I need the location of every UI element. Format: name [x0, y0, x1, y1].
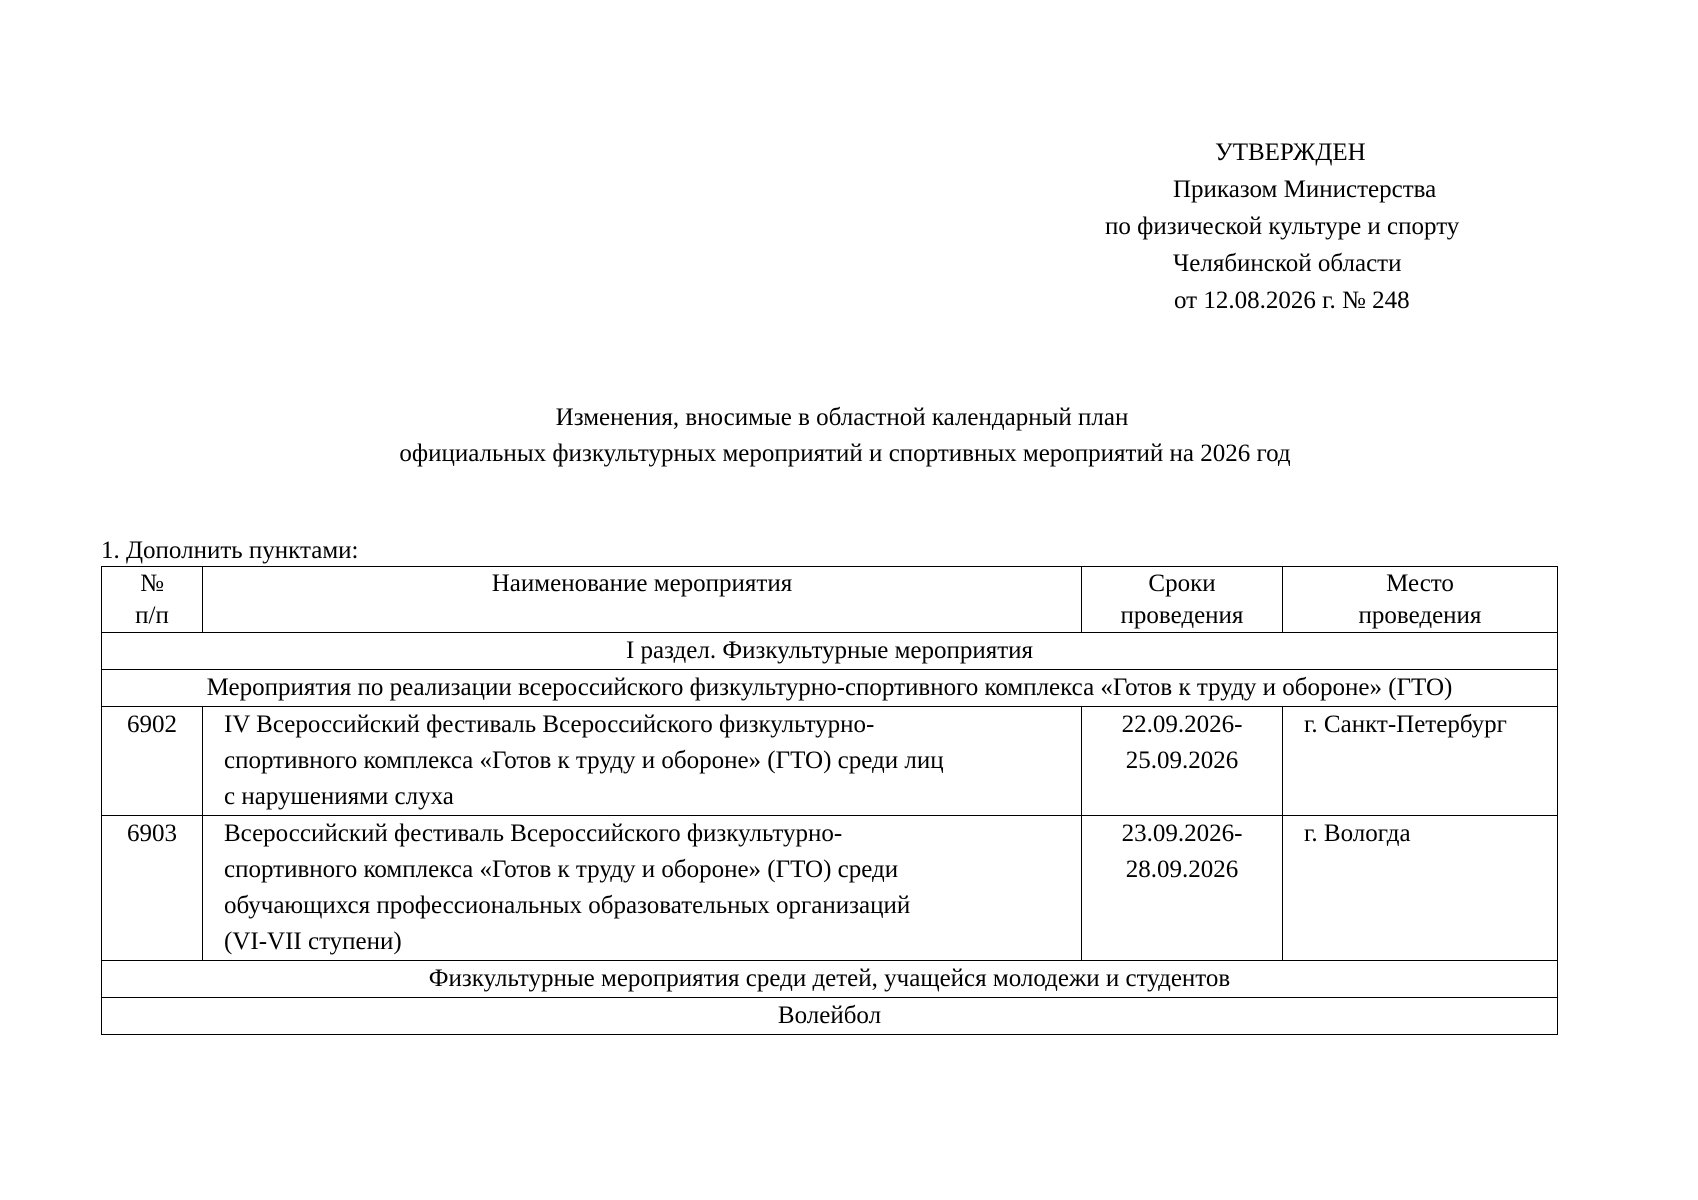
- table-row: [102, 707, 1558, 816]
- subsection-row: [102, 670, 1558, 707]
- row-number: 6903: [102, 816, 203, 961]
- document-title-line-1: Изменения, вносимые в областной календарный план: [555, 404, 1129, 431]
- row-event-name: IV Всероссийский фестиваль Всероссийского физкультурно- спортивного комплекса «Готов к труду и обороне» (ГТО) среди лиц с нарушениями слуха: [203, 707, 1082, 816]
- subsection-row: [102, 998, 1558, 1035]
- section-heading: I раздел. Физкультурные мероприятия: [102, 633, 1558, 670]
- subsection-gto: Мероприятия по реализации всероссийского физкультурно-спортивного комплекса «Готов к труду и обороне» (ГТО): [102, 670, 1558, 707]
- table-row: [102, 816, 1558, 961]
- row-dates: 22.09.2026- 25.09.2026: [1082, 707, 1283, 816]
- row-place: г. Вологда: [1283, 816, 1558, 961]
- subsection-volleyball: Волейбол: [102, 998, 1558, 1035]
- subsection-youth: Физкультурные мероприятия среди детей, учащейся молодежи и студентов: [102, 961, 1558, 998]
- document-title: [0, 400, 1698, 472]
- approval-order-line: Приказом Министерства: [1173, 176, 1437, 203]
- approval-heading: УТВЕРЖДЕН: [1215, 139, 1366, 166]
- section-heading-row: [102, 633, 1558, 670]
- approval-ministry-line: по физической культуре и спорту: [1105, 213, 1460, 240]
- row-place: г. Санкт-Петербург: [1283, 707, 1558, 816]
- header-dates: Сроки проведения: [1082, 567, 1283, 633]
- subsection-row: [102, 961, 1558, 998]
- row-dates: 23.09.2026- 28.09.2026: [1082, 816, 1283, 961]
- row-number: 6902: [102, 707, 203, 816]
- approval-region-line: Челябинской области: [1173, 250, 1402, 277]
- header-event-name: Наименование мероприятия: [203, 567, 1082, 633]
- intro-paragraph: 1. Дополнить пунктами:: [101, 537, 359, 564]
- row-event-name: Всероссийский фестиваль Всероссийского физкультурно- спортивного комплекса «Готов к труду и обороне» (ГТО) среди обучающихся профессиональных образовательных организаций (VI-VII ступени): [203, 816, 1082, 961]
- document-title-line-2: официальных физкультурных мероприятий и спортивных мероприятий на 2026 год: [399, 440, 1291, 467]
- table-header-row: [102, 567, 1558, 633]
- approval-date-number: от 12.08.2026 г. № 248: [1174, 287, 1410, 314]
- events-table: [101, 566, 1558, 1035]
- header-place: Место проведения: [1283, 567, 1558, 633]
- approval-block: [1050, 134, 1550, 319]
- header-number: № п/п: [102, 567, 203, 633]
